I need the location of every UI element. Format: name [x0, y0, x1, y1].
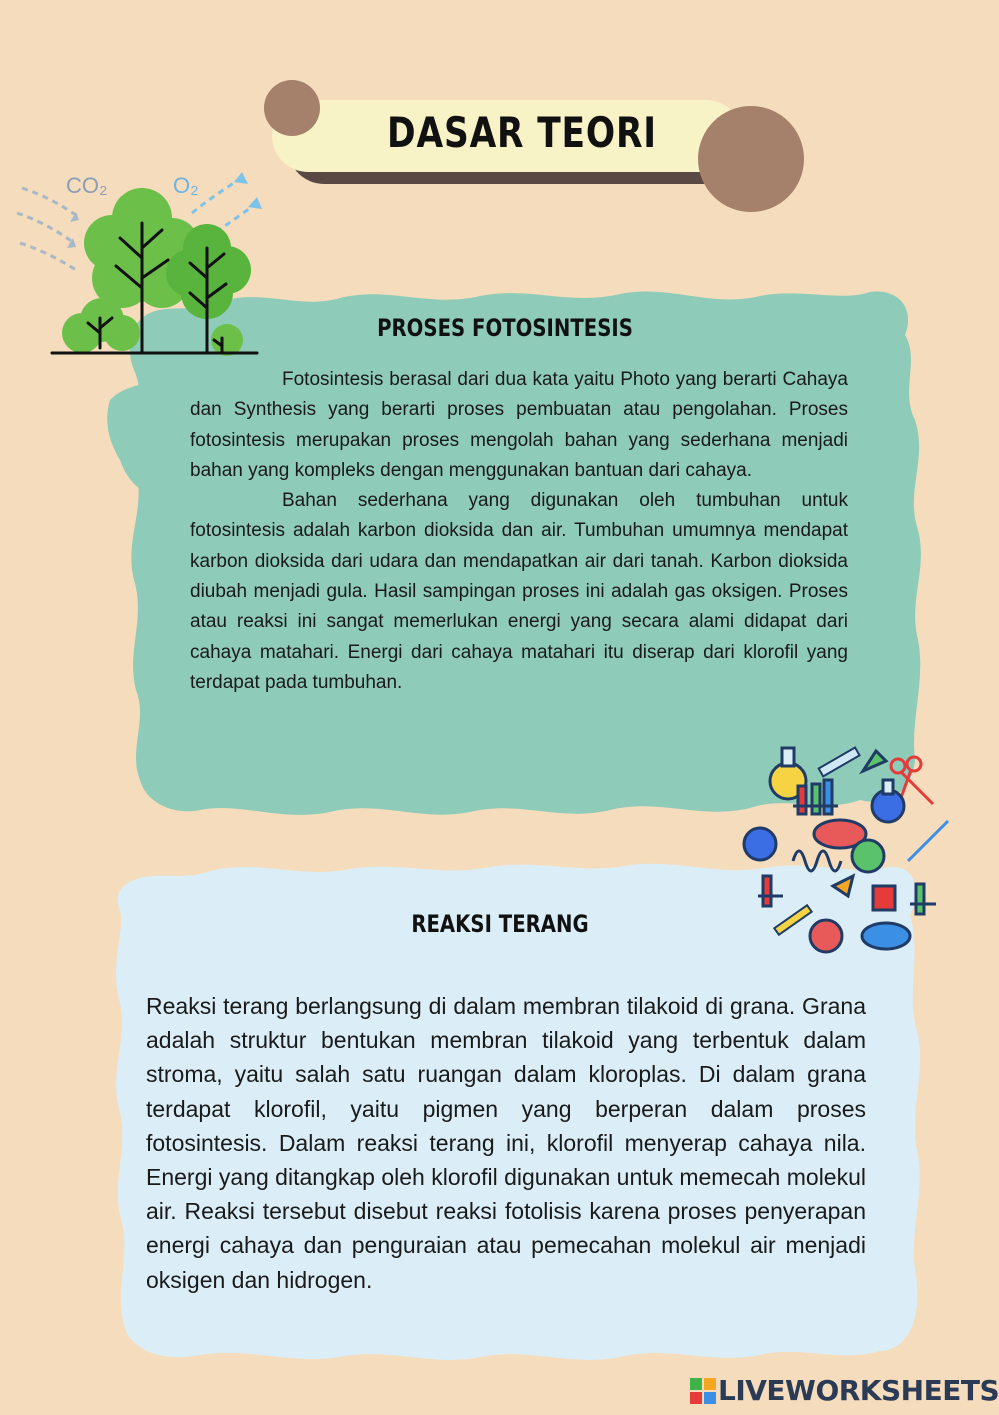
- lab-equipment-illustration: [738, 736, 963, 961]
- pipette-icon: [908, 821, 948, 861]
- flask-icon: [852, 840, 884, 872]
- section-body-fotosintesis: [190, 365, 848, 698]
- flask-icon: [872, 780, 904, 822]
- co2-label: CO₂: [66, 173, 108, 198]
- o2-label: O₂: [173, 173, 199, 198]
- flask-icon: [873, 886, 895, 910]
- page-title: DASAR TEORI: [387, 108, 657, 157]
- condenser-coil-icon: [793, 851, 841, 871]
- decorative-circle-right: [698, 106, 804, 212]
- funnel-icon: [833, 876, 853, 896]
- paragraph: Fotosintesis berasal dari dua kata yaitu Photo yang berarti Cahaya dan Synthesis yang berarti proses pembuatan atau pengolahan. Proses fotosintesis merupakan proses mengolah bahan yang sederhana menjadi bahan yang kompleks dengan menggunakan bantuan dari cahaya.: [190, 369, 848, 481]
- flask-icon: [744, 828, 776, 860]
- paragraph: Reaksi terang berlangsung di dalam membran tilakoid di grana. Grana adalah struktur bentukan membran tilakoid yang terbentuk dalam stroma, yaitu salah satu ruangan dalam kloroplas. Di dalam grana terdapat klorofil, yaitu pigmen yang berperan dalam proses fotosintesis. Dalam reaksi terang ini, klorofil menyerap cahaya nila. Energi yang ditangkap oleh klorofil digunakan untuk memecah molekul air. Reaksi tersebut disebut reaksi fotolisis karena proses penyerapan energi cahaya dan penguraian atau pemecahan molekul air menjadi oksigen dan hidrogen.: [146, 993, 866, 1293]
- section-heading-fotosintesis: PROSES FOTOSINTESIS: [377, 314, 633, 342]
- paragraph: Bahan sederhana yang digunakan oleh tumbuhan untuk fotosintesis adalah karbon dioksida dan air. Tumbuhan umumnya mendapat karbon dioksida dari udara dan mendapatkan air dari tanah. Karbon dioksida diubah menjadi gula. Hasil sampingan proses ini adalah gas oksigen. Proses atau reaksi ini sangat memerlukan energi yang secara alami didapat dari cahaya matahari. Energi dari cahaya matahari itu diserap dari klorofil yang terdapat pada tumbuhan.: [190, 490, 848, 693]
- flask-icon: [863, 751, 886, 771]
- section-heading-reaksi-terang: REAKSI TERANG: [411, 910, 589, 938]
- section-body-reaksi-terang: [146, 989, 866, 1297]
- flask-icon: [810, 920, 842, 952]
- syringe-icon: [819, 748, 860, 777]
- petri-dish-icon: [862, 923, 910, 949]
- co2-arrows-icon: [17, 188, 77, 270]
- liveworksheets-logo-icon: [690, 1378, 716, 1404]
- test-tube-rack-icon: [793, 780, 838, 814]
- decorative-circle-left: [264, 80, 320, 136]
- trees-photosynthesis-illustration: [12, 168, 262, 363]
- syringe-icon: [774, 905, 811, 934]
- liveworksheets-brand[interactable]: LIVEWORKSHEETS: [718, 1374, 999, 1407]
